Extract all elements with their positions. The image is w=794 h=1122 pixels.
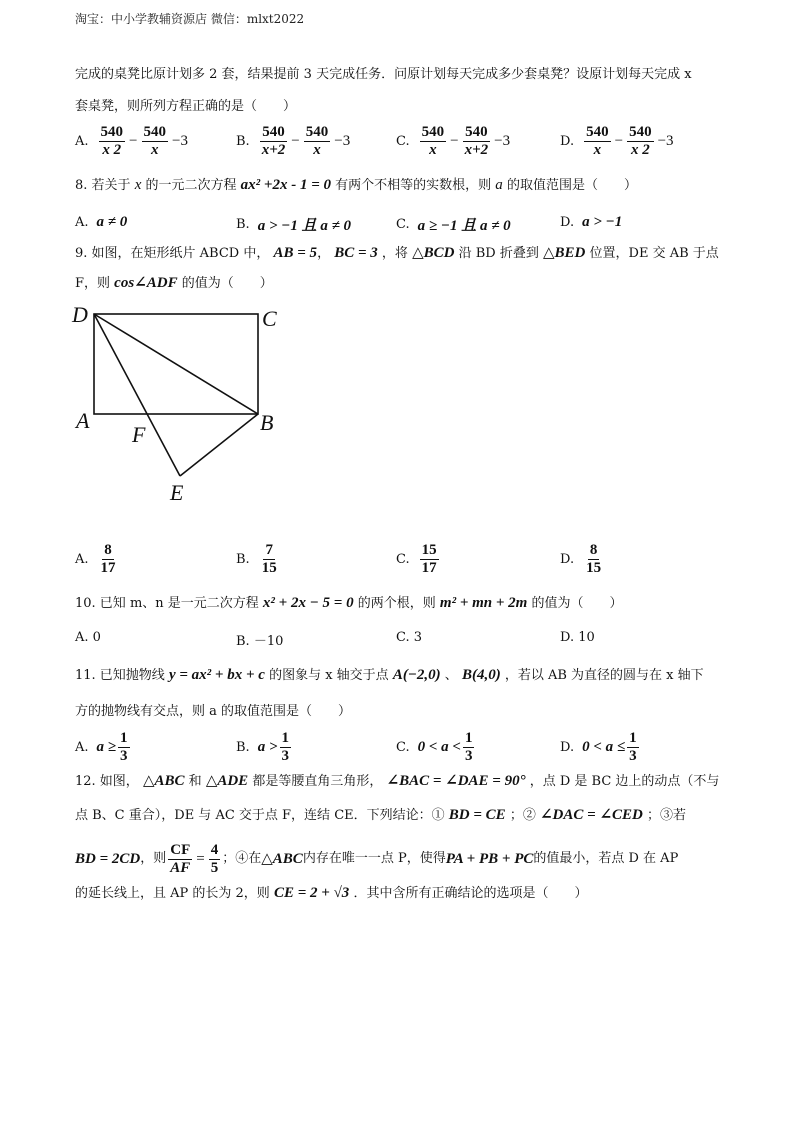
option-label: D. (560, 134, 575, 149)
option-fraction-num: 1 (629, 730, 637, 746)
option-label: B. (236, 217, 250, 232)
diagonal-bd (94, 314, 258, 414)
q11-stem-line1: 11. 已知抛物线 y = ax² + bx + c 的图象与 x 轴交于点 A(−2,0) 、 B(4,0) ，若以 AB 为直径的圆与在 x 轴下 (75, 667, 704, 683)
option-label: C. (396, 217, 410, 232)
q7-line2: 套桌凳，则所列方程正确的是（ ） (75, 99, 297, 114)
q10-stem: 10. 已知 m、n 是一元二次方程 x² + 2x − 5 = 0 的两个根，则 m² + mn + 2m 的值为（ ） (75, 595, 623, 611)
option-fraction-den: 3 (281, 748, 289, 764)
q11-option-d (560, 730, 641, 765)
option-text: a ≠ 0 (96, 214, 128, 230)
label-e: E (170, 480, 184, 505)
page-header: 淘宝：中小学教辅资源店 微信：mlxt2022 (75, 12, 305, 26)
option-fraction-num: 1 (281, 730, 289, 746)
segment-eb (180, 414, 258, 476)
fraction-2-num: 540 (629, 124, 652, 140)
q8-option-c (396, 214, 511, 235)
fraction-1-num: 540 (421, 124, 445, 140)
tail-term (494, 133, 510, 150)
q8-option-a (75, 214, 127, 231)
fraction-1-den: x (593, 142, 602, 158)
fraction-2-den: x (151, 142, 159, 158)
option-label: B. (236, 552, 250, 567)
option-label: B. (236, 134, 250, 149)
q8-option-d (560, 214, 622, 231)
tail-term (172, 133, 188, 150)
tail-term (334, 133, 350, 150)
fraction-2 (304, 124, 331, 159)
fraction-4-5: $\frac{4}{5}$ (210, 841, 219, 876)
label-f: F (132, 422, 146, 447)
fraction-1-num: 540 (100, 124, 124, 140)
option-label: A. (75, 552, 89, 567)
tail-operator: − (657, 133, 667, 149)
fraction-1 (584, 124, 611, 159)
tail-value: 3 (666, 133, 674, 149)
option-label: D. 10 (560, 630, 595, 645)
option-text: a > −1 (582, 214, 623, 230)
fraction-2-den: x (313, 142, 321, 158)
q10-option-d (560, 630, 595, 645)
q12-line3: BD = 2CD ，则 $\frac{CF}{AF}$ = $\frac{4}{5}$ ；④在 △ABC 内存在唯一一点 P，使得 PA + PB + PC 的值最小，若点 D 在 AP (75, 841, 679, 876)
option-label: D. (560, 215, 575, 230)
q9-option-c (396, 542, 441, 577)
var-x: x (134, 177, 142, 193)
tail-operator: − (334, 133, 343, 149)
option-fraction-num: 15 (421, 542, 437, 558)
option-inequality: a > (257, 739, 278, 755)
q8-stem: 8. 若关于 x 的一元二次方程 ax² +2x - 1 = 0 有两个不相等的实数根，则 a 的取值范围是（ ） (75, 177, 637, 193)
q8-option-b (236, 214, 351, 235)
q12-line1: 12. 如图， △ABC 和 △ADE 都是等腰直角三角形， ∠BAC = ∠DAE = 90° ，点 D 是 BC 边上的动点（不与 (75, 773, 720, 789)
fraction-2-num: 540 (143, 124, 166, 140)
q12-line2: 点 B、C 重合），DE 与 AC 交于点 F，连结 CE．下列结论：① BD = CE ；② ∠DAC = ∠CED ；③若 (75, 807, 687, 823)
tail-value: 3 (502, 133, 511, 149)
q10-option-c (396, 630, 422, 645)
option-fraction-num: 7 (265, 542, 273, 558)
option-fraction-den: 17 (421, 560, 437, 576)
q9-option-a (75, 542, 120, 577)
option-fraction (420, 542, 439, 577)
fraction-2-num: 540 (465, 124, 488, 140)
q11-stem-line2: 方的抛物线有交点，则 a 的取值范围是（ ） (75, 704, 352, 719)
option-fraction-den: 15 (261, 560, 277, 576)
q7-line1: 完成的桌凳比原计划多 2 套，结果提前 3 天完成任务．问原计划每天完成多少套桌凳？设原计划每天完成 x (75, 67, 692, 82)
q9-figure (70, 300, 300, 510)
option-fraction-num: 8 (104, 542, 112, 558)
option-fraction-den: 3 (120, 748, 128, 764)
tail-value: 3 (342, 133, 351, 149)
option-label: D. (560, 552, 575, 567)
fraction-1 (99, 124, 126, 159)
minus-sign: − (614, 133, 624, 149)
option-label: D. (560, 740, 575, 755)
option-text: a > −1 且 a ≠ 0 (257, 218, 352, 234)
fraction-1-num: 540 (262, 124, 285, 140)
tail-operator: − (172, 133, 181, 149)
option-label: C. (396, 552, 410, 567)
option-text: a ≥ −1 且 a ≠ 0 (417, 218, 511, 234)
q7-option-c (396, 124, 512, 159)
option-fraction-den: 15 (586, 560, 602, 576)
option-label: C. (396, 134, 410, 149)
minus-sign: − (129, 133, 138, 149)
fraction-1-den: x+2 (261, 142, 286, 158)
fraction-1 (420, 124, 447, 159)
minus-sign: − (291, 133, 300, 149)
q10-option-a (75, 630, 101, 645)
q9-stem-line2: F，则 cos∠ADF 的值为（ ） (75, 275, 273, 291)
q9-option-d (560, 542, 605, 577)
option-fraction-num: 1 (464, 730, 473, 746)
segment-de (94, 314, 180, 476)
label-c: C (262, 306, 277, 331)
minus-sign: − (450, 133, 459, 149)
label-a: A (76, 408, 90, 433)
option-fraction-den: 3 (464, 748, 473, 764)
option-fraction-den: 17 (100, 560, 116, 576)
q7-option-b (236, 124, 352, 159)
fraction-2-den: x+2 (464, 142, 489, 158)
q7-option-a (75, 124, 190, 159)
option-fraction (260, 542, 279, 577)
option-fraction (584, 542, 603, 577)
q7-option-d (560, 124, 676, 159)
option-fraction (99, 542, 118, 577)
q8-equation: ax² +2x - 1 = 0 (240, 177, 331, 193)
option-fraction (118, 730, 130, 765)
q9-option-b (236, 542, 281, 577)
tail-value: 3 (180, 133, 188, 149)
fraction-1-den: x 2 (102, 142, 122, 158)
option-inequality: 0 < a ≤ (582, 739, 626, 755)
q10-option-b (236, 630, 283, 649)
option-inequality: 0 < a < (417, 739, 461, 755)
option-inequality: a ≥ (96, 739, 117, 755)
option-fraction-num: 1 (120, 730, 128, 746)
option-label: A. (75, 740, 89, 755)
q12-line4: 的延长线上，且 AP 的长为 2，则 CE = 2 + √3 ．其中含所有正确结论的选项是（ ） (75, 885, 588, 901)
q11-option-b (236, 730, 293, 765)
option-fraction (463, 730, 475, 765)
option-label: A. (75, 134, 89, 149)
fraction-2 (463, 124, 491, 159)
option-label: B. (236, 740, 250, 755)
fraction-1 (260, 124, 288, 159)
label-d: D (72, 302, 88, 327)
fraction-2 (627, 124, 654, 159)
tail-term (658, 133, 674, 150)
option-label: C. 3 (396, 630, 423, 645)
var-a: a (495, 177, 503, 193)
label-b: B (260, 410, 274, 435)
fraction-1-den: x (429, 142, 437, 158)
option-fraction (280, 730, 292, 765)
option-fraction (627, 730, 639, 765)
fraction-1-num: 540 (586, 124, 609, 140)
option-label: B. －10 (236, 634, 284, 649)
option-fraction-num: 8 (589, 542, 598, 558)
fraction-cf-af: $\frac{CF}{AF}$ (170, 841, 191, 876)
option-fraction-den: 3 (629, 748, 637, 764)
tail-operator: − (494, 133, 503, 149)
q11-option-c (396, 730, 476, 765)
fraction-2 (142, 124, 169, 159)
q9-stem-line1: 9. 如图，在矩形纸片 ABCD 中， AB = 5， BC = 3 ，将 △BCD 沿 BD 折叠到 △BED 位置，DE 交 AB 于点 (75, 245, 719, 261)
option-label: A. (75, 215, 89, 230)
fraction-2-den: x 2 (630, 142, 650, 158)
fraction-2-num: 540 (305, 124, 329, 140)
option-label: C. (396, 740, 410, 755)
option-label: A. 0 (75, 630, 101, 645)
q11-option-a (75, 730, 132, 765)
